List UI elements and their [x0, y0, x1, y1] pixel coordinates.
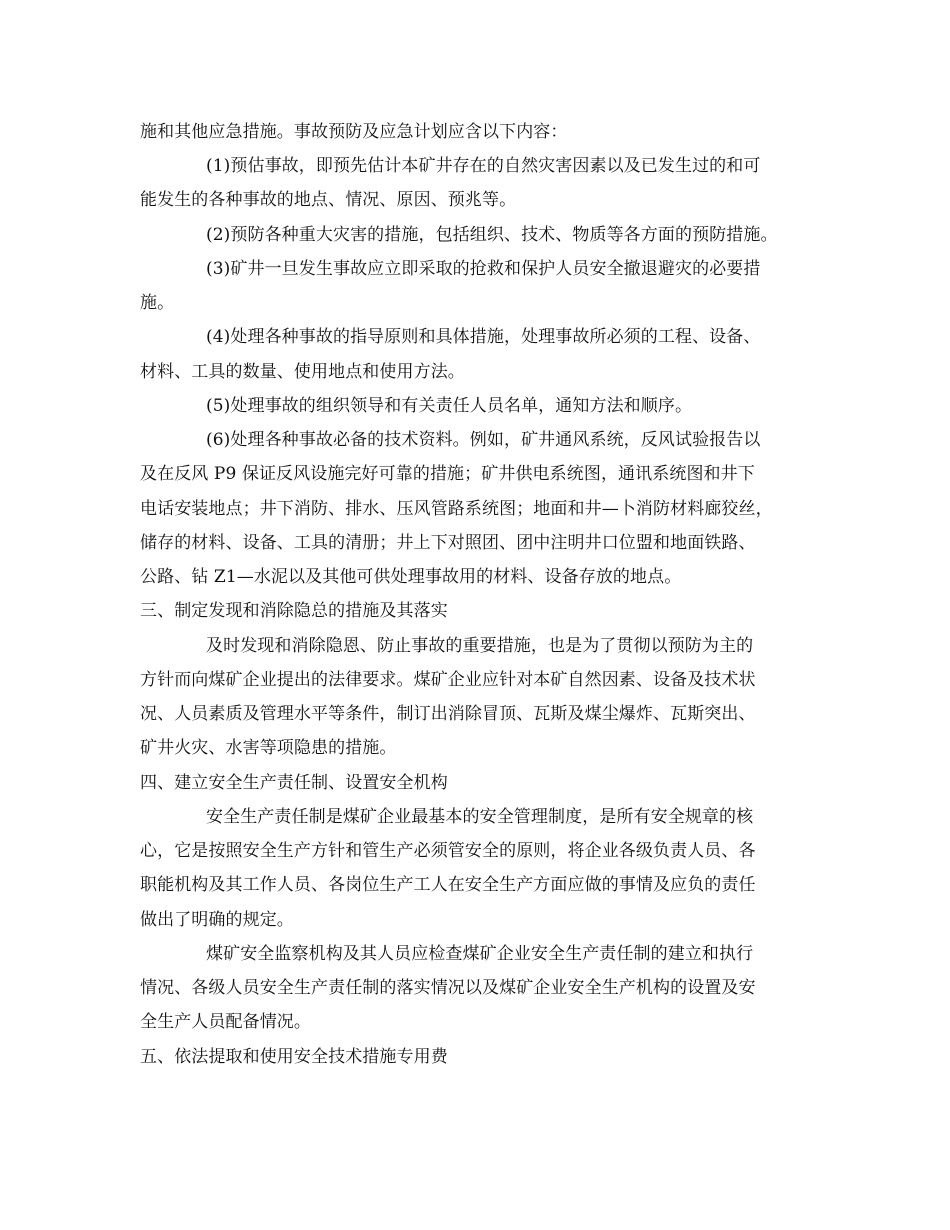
paragraph-start: 及时发现和消除隐恩、防止事故的重要措施，也是为了贯彻以预防为主的: [206, 636, 754, 656]
body-text-line: 施。: [140, 293, 175, 313]
section-heading-4: 四、建立安全生产责任制、设置安全机构: [140, 773, 448, 793]
paragraph-start: 煤矿安全监察机构及其人员应检查煤矿企业安全生产责任制的建立和执行: [206, 944, 754, 964]
body-text-line: 材料、工具的数量、使用地点和使用方法。: [140, 362, 465, 382]
body-text-line: 全生产人员配备情况。: [140, 1012, 311, 1032]
body-text-line: 况、人员素质及管理水平等条件，制订出消除冒顶、瓦斯及煤尘爆炸、瓦斯突出、: [140, 704, 756, 724]
body-text-line: 矿井火灾、水害等项隐患的措施。: [140, 738, 397, 758]
body-text-line: 心，它是按照安全生产方针和管生产必须管安全的原则，将企业各级负责人员、各: [140, 841, 756, 861]
body-text-line: 及在反风 P9 保证反风设施完好可靠的措施；矿井供电系统图，通讯系统图和井下: [140, 464, 755, 484]
body-text-line: 电话安装地点；井下消防、排水、压风管路系统图；地面和井—卜消防材料廊狡丝，: [140, 499, 773, 519]
body-text-line: 储存的材料、设备、工具的清册；井上下对照团、团中注明井口位盟和地面铁路、: [140, 533, 756, 553]
body-text-line: 方针而向煤矿企业提出的法律要求。煤矿企业应针对本矿自然因素、设备及技术状: [140, 670, 756, 690]
body-text-line: 公路、钻 Z1—水泥以及其他可供处理事故用的材料、设备存放的地点。: [140, 567, 682, 587]
section-heading-5: 五、依法提取和使用安全技术措施专用费: [140, 1047, 448, 1067]
body-text-line: 职能机构及其工作人员、各岗位生产工人在安全生产方面应做的事情及应负的责任: [140, 875, 756, 895]
list-item-4: (4)处理各种事故的指导原则和具体措施，处理事故所必须的工程、设备、: [206, 327, 761, 347]
list-item-5: (5)处理事故的组织领导和有关责任人员名单，通知方法和顺序。: [206, 396, 693, 416]
body-text-line: 施和其他应急措施。事故预防及应急计划应含以下内容：: [140, 122, 568, 142]
list-item-2: (2)预防各种重大灾害的措施，包括组织、技术、物质等各方面的预防措施。: [206, 225, 778, 245]
list-item-6: (6)处理各种事故必备的技术资料。例如，矿井通风系统，反风试验报告以: [206, 430, 761, 450]
section-heading-3: 三、制定发现和消除隐总的措施及其落实: [140, 601, 448, 621]
body-text-line: 做出了明确的规定。: [140, 910, 294, 930]
body-text-line: 情况、各级人员安全生产责任制的落实情况以及煤矿企业安全生产机构的设置及安: [140, 978, 756, 998]
body-text-line: 能发生的各种事故的地点、情况、原因、预兆等。: [140, 190, 517, 210]
list-item-3: (3)矿井一旦发生事故应立即采取的抢救和保护人员安全撤退避灾的必要措: [206, 259, 761, 279]
paragraph-start: 安全生产责任制是煤矿企业最基本的安全管理制度，是所有安全规章的核: [206, 807, 754, 827]
list-item-1: (1)预估事故，即预先估计本矿井存在的自然灾害因素以及已发生过的和可: [206, 156, 761, 176]
